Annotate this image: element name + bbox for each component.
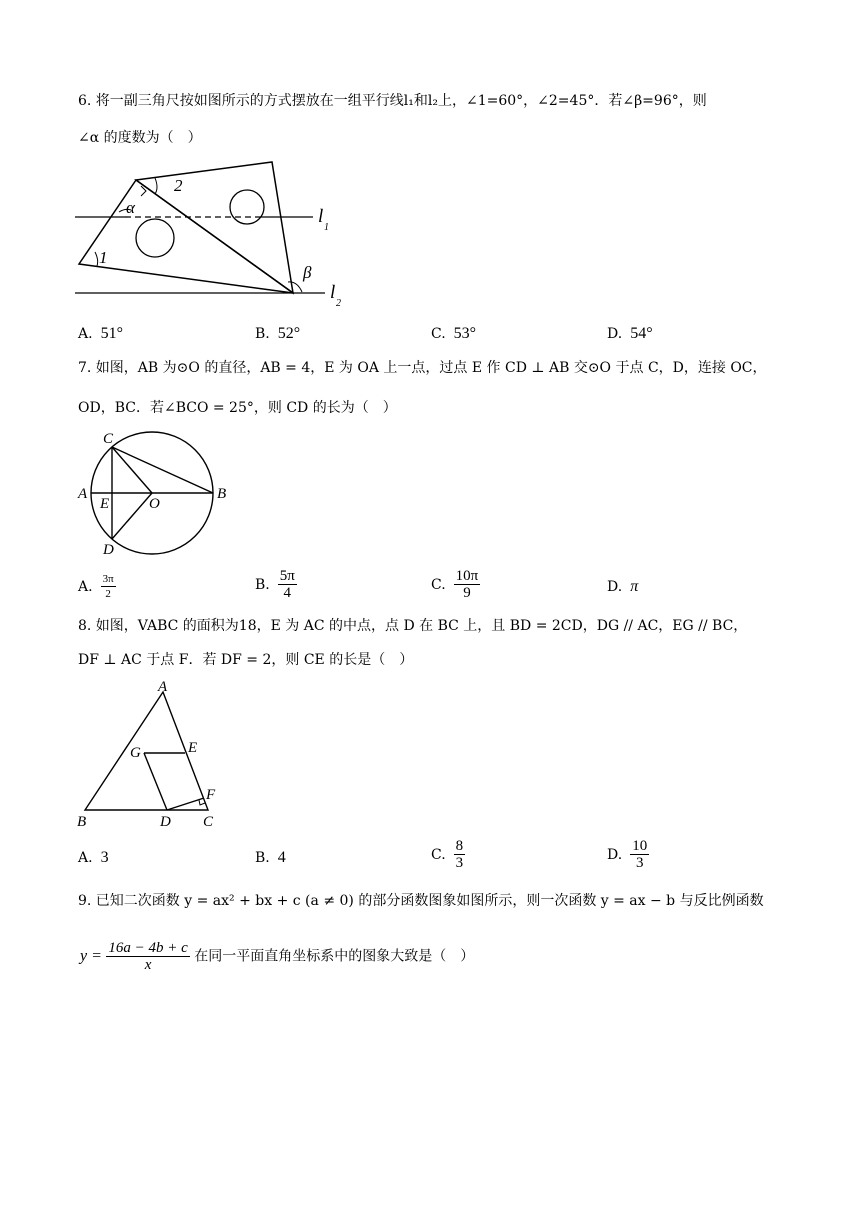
option-fraction: $\frac{10}{3}$ [632,838,648,871]
option-label: C. [431,846,446,863]
q6-figure [75,160,355,310]
q7-option-a[interactable] [78,572,116,601]
option-value: π [630,578,639,595]
q6-option-b[interactable] [255,324,300,344]
q8-label-a: A [158,679,168,695]
q7-label-o: O [149,496,160,512]
option-label: D. [607,579,623,595]
q9-frac-num: 16a − 4b + c [108,940,188,956]
q7-label-a: A [78,486,88,502]
option-label: A. [78,850,93,866]
q7-option-d[interactable] [607,577,638,597]
q9-stem-rest: 在同一平面直角坐标系中的图象大致是（ ） [194,948,475,965]
q7-segment-od [112,493,152,539]
q8-option-a[interactable] [78,848,109,868]
q8-label-g: G [130,745,141,761]
q9-frac-den: x [144,957,152,973]
option-label: C. [431,326,446,342]
q7-label-e: E [100,496,110,512]
q7-figure [75,428,235,558]
q6-label-l1-sub: 1 [324,222,329,233]
q8-option-d[interactable] [607,838,649,871]
q7-label-b: B [217,486,227,502]
option-label: A. [78,578,93,595]
q6-label-l2-sub: 2 [336,298,341,309]
q8-figure [75,678,235,828]
q6-hole-right [230,190,264,224]
q6-stem-line1: 6. 将一副三角尺按如图所示的方式摆放在一组平行线l₁和l₂上，∠1=60°，∠2=45°．若∠β=96°，则 [78,93,707,109]
q8-segment-dg [144,753,167,810]
q9-fraction [106,940,189,973]
q6-triangle-45 [136,162,293,293]
option-value: 3 [100,849,109,866]
option-label: D. [607,846,623,863]
option-label: B. [255,326,270,342]
q7-segment-bc [112,447,213,493]
q9-stem-line1: 9. 已知二次函数 y = ax² + bx + c (a ≠ 0) 的部分函数图象如图所示，则一次函数 y = ax − b 与反比例函数 [78,893,764,909]
q6-angle2-arc [155,178,157,194]
option-fraction: $\frac{3\pi}{2}$ [102,573,114,600]
q6-option-a[interactable] [78,324,123,344]
option-value: 53° [453,325,477,342]
option-label: B. [255,576,270,593]
option-value: 4 [277,849,286,866]
q9-frac-lhs: y = [80,947,102,965]
q7-option-c[interactable] [431,568,480,601]
q8-label-f: F [206,787,216,803]
option-value: 52° [277,325,301,342]
q6-label-l1: l [318,206,324,227]
option-fraction: $\frac{10\pi}{9}$ [455,568,479,601]
q6-label-2: 2 [174,176,183,195]
option-label: D. [607,326,623,342]
q7-stem-line2: OD，BC．若∠BCO = 25°，则 CD 的长为（ ） [78,400,397,416]
q8-segment-df [167,798,204,810]
q6-label-1: 1 [99,248,108,267]
q8-label-c: C [203,814,214,830]
q7-option-b[interactable] [255,568,297,601]
q8-stem-line1: 8. 如图，VABC 的面积为18，E 为 AC 的中点，点 D 在 BC 上，且 BD = 2CD，DG // AC，EG // BC， [78,618,748,634]
q6-label-alpha: α [126,198,135,217]
option-label: C. [431,576,446,593]
q8-label-e: E [188,740,198,756]
q6-angle1-arc [95,252,98,266]
q6-hole-left [136,219,174,257]
q8-option-b[interactable] [255,848,286,868]
q6-option-c[interactable] [431,324,476,344]
q7-label-d: D [103,542,114,558]
q7-stem-line1: 7. 如图，AB 为⊙O 的直径，AB = 4，E 为 OA 上一点，过点 E 作 CD ⊥ AB 交⊙O 于点 C，D，连接 OC， [78,360,767,376]
option-value: 51° [100,325,123,342]
option-fraction: $\frac{8}{3}$ [455,838,464,871]
q8-label-d: D [160,814,171,830]
q8-stem-line2: DF ⊥ AC 于点 F．若 DF = 2，则 CE 的长是（ ） [78,652,414,668]
q7-segment-oc [112,447,152,493]
q7-label-c: C [103,431,114,447]
option-label: A. [78,326,93,342]
option-fraction: $\frac{5\pi}{4}$ [279,568,295,601]
q6-label-l2: l [330,282,336,303]
q6-option-d[interactable] [607,324,653,344]
q6-label-beta: β [303,263,312,282]
q8-option-c[interactable] [431,838,465,871]
option-value: 54° [630,325,653,342]
q8-label-b: B [77,814,87,830]
q6-stem-line2: ∠α 的度数为（ ） [78,130,202,146]
q9-stem-line2 [80,940,474,973]
option-label: B. [255,850,270,866]
